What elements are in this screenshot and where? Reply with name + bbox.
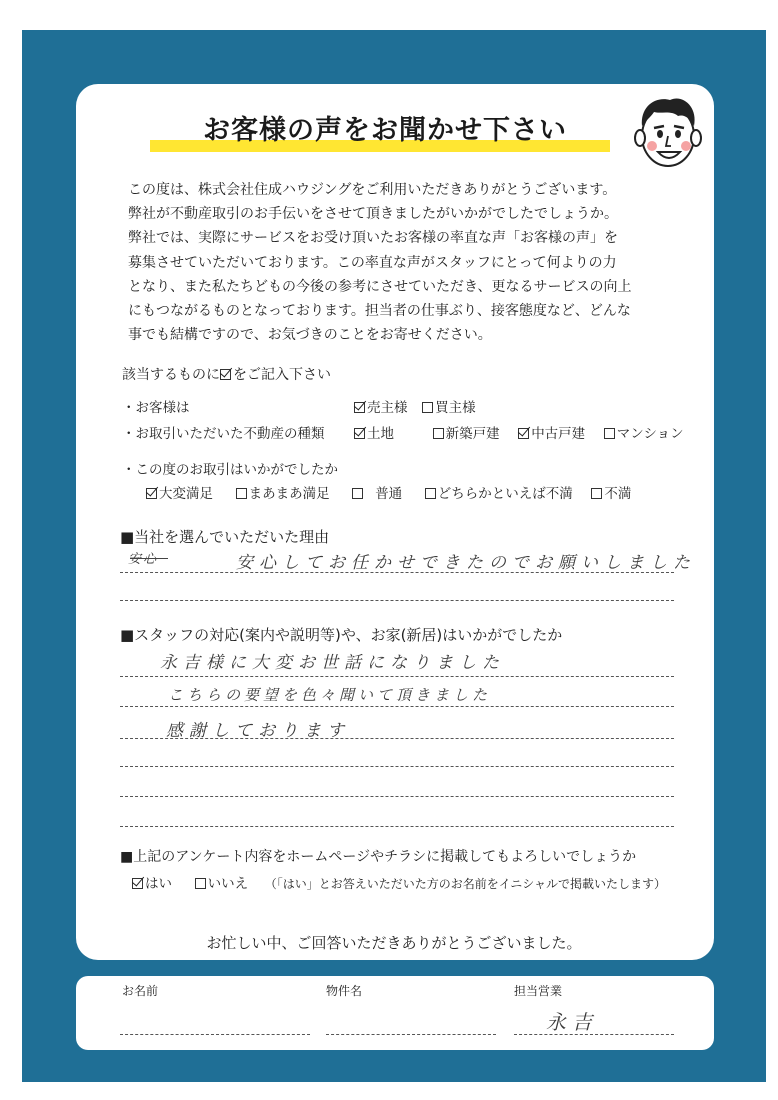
property-type-label: ・お取引いただいた不動産の種類 (122, 426, 325, 442)
property-type-options (354, 422, 684, 442)
intro-line: 募集させていただいております。この率直な声がスタッフにとって何よりの力 (128, 254, 617, 271)
option-neutral-label: 普通 (375, 486, 403, 502)
option-somewhat-dissatisfied-label: どちらかといえば不満 (437, 486, 573, 502)
checkbox-dissatisfied[interactable] (591, 488, 602, 499)
checkbox-land[interactable] (354, 428, 365, 439)
checkbox-neutral[interactable] (352, 488, 363, 499)
checkbox-used-house[interactable] (518, 428, 529, 439)
mascot-face-icon (626, 92, 706, 172)
page-title: お客様の声をお聞かせ下さい (203, 115, 567, 146)
answer-line (120, 572, 674, 573)
answer-line (120, 766, 674, 767)
q3-heading: ■上記のアンケート内容をホームページやチラシに掲載してもよろしいでしょうか (120, 849, 637, 865)
option-new-house-label: 新築戸建 (445, 426, 500, 442)
q2-heading: ■スタッフの対応(案内や説明等)や、お家(新居)はいかがでしたか (120, 626, 563, 644)
answer-line (120, 796, 674, 797)
checkbox-new-house[interactable] (433, 428, 444, 439)
instruction-heading (122, 364, 331, 384)
instruction-after: をご記入下さい (233, 367, 331, 383)
q2-answer-line-2[interactable]: こちらの要望を色々聞いて頂きました (168, 686, 492, 704)
satisfaction-label: ・この度のお取引はいかがでしたか (122, 462, 338, 478)
checkbox-buyer[interactable] (422, 402, 433, 413)
answer-line (120, 706, 674, 707)
option-land-label: 土地 (367, 426, 394, 442)
instruction-before: 該当するものに (122, 367, 220, 383)
footer-card (76, 976, 714, 1050)
option-buyer-label: 買主様 (435, 400, 476, 416)
q2-answer-line-1[interactable]: 永吉様に大変お世話になりました (160, 653, 505, 673)
option-fairly-satisfied-label: まあまあ満足 (248, 486, 330, 502)
checkbox-condo[interactable] (604, 428, 615, 439)
q1-answer[interactable]: 安心してお任かせできたのでお願いしました (236, 553, 696, 573)
intro-line: にもつながるものとなっております。担当者の仕事ぶり、接客態度など、どんな (128, 303, 631, 320)
closing-message: お忙しい中、ご回答いただきありがとうございました。 (206, 934, 582, 952)
checkbox-fairly-satisfied[interactable] (236, 488, 247, 499)
answer-line (120, 826, 674, 827)
property-label: 物件名 (326, 984, 363, 998)
intro-text (128, 178, 688, 347)
q2-answer-line-3[interactable]: 感謝しております (166, 721, 350, 741)
answer-line (120, 600, 674, 601)
customer-type-label: ・お客様は (122, 400, 190, 416)
option-dissatisfied-label: 不満 (604, 486, 632, 502)
checkbox-somewhat-dissatisfied[interactable] (425, 488, 436, 499)
sales-value[interactable]: 永吉 (546, 1010, 598, 1034)
answer-line (120, 676, 674, 677)
name-label: お名前 (122, 984, 159, 998)
option-very-satisfied-label: 大変満足 (159, 486, 213, 502)
intro-line: 事でも結構ですので、お気づきのことをお寄せください。 (128, 327, 492, 344)
customer-type-options (354, 396, 476, 416)
q1-struck-text: 安心 (128, 552, 159, 567)
intro-line: 弊社では、実際にサービスをお受け頂いたお客様の率直な声「お客様の声」を (128, 230, 618, 247)
sales-label: 担当営業 (514, 984, 563, 998)
option-yes-label: はい (145, 876, 172, 892)
intro-line: この度は、株式会社住成ハウジングをご利用いただきありがとうございます。 (128, 182, 617, 198)
q3-note: （「はい」とお答えいただいた方のお名前をイニシャルで掲載いたします） (264, 877, 666, 891)
checkbox-very-satisfied[interactable] (146, 488, 157, 499)
intro-line: 弊社が不動産取引のお手伝いをさせて頂きましたがいかがでしたでしょうか。 (128, 206, 618, 223)
intro-line: となり、また私たちどもの今後の参考にさせていただき、更なるサービスの向上 (128, 278, 632, 295)
q3-options (132, 872, 666, 892)
option-seller-label: 売主様 (367, 400, 408, 416)
property-field-line (326, 1034, 496, 1035)
checkbox-seller[interactable] (354, 402, 365, 413)
sales-field-line (514, 1034, 674, 1035)
option-used-house-label: 中古戸建 (531, 426, 586, 442)
checkbox-no[interactable] (195, 878, 206, 889)
option-no-label: いいえ (207, 876, 249, 892)
checkbox-yes[interactable] (132, 878, 143, 889)
answer-line (120, 738, 674, 739)
checkbox-sample-icon (220, 369, 231, 380)
strikethrough (130, 558, 168, 559)
option-condo-label: マンション (616, 426, 684, 442)
q1-heading: ■当社を選んでいただいた理由 (120, 528, 330, 546)
satisfaction-options (146, 482, 631, 502)
name-field-line (120, 1034, 310, 1035)
